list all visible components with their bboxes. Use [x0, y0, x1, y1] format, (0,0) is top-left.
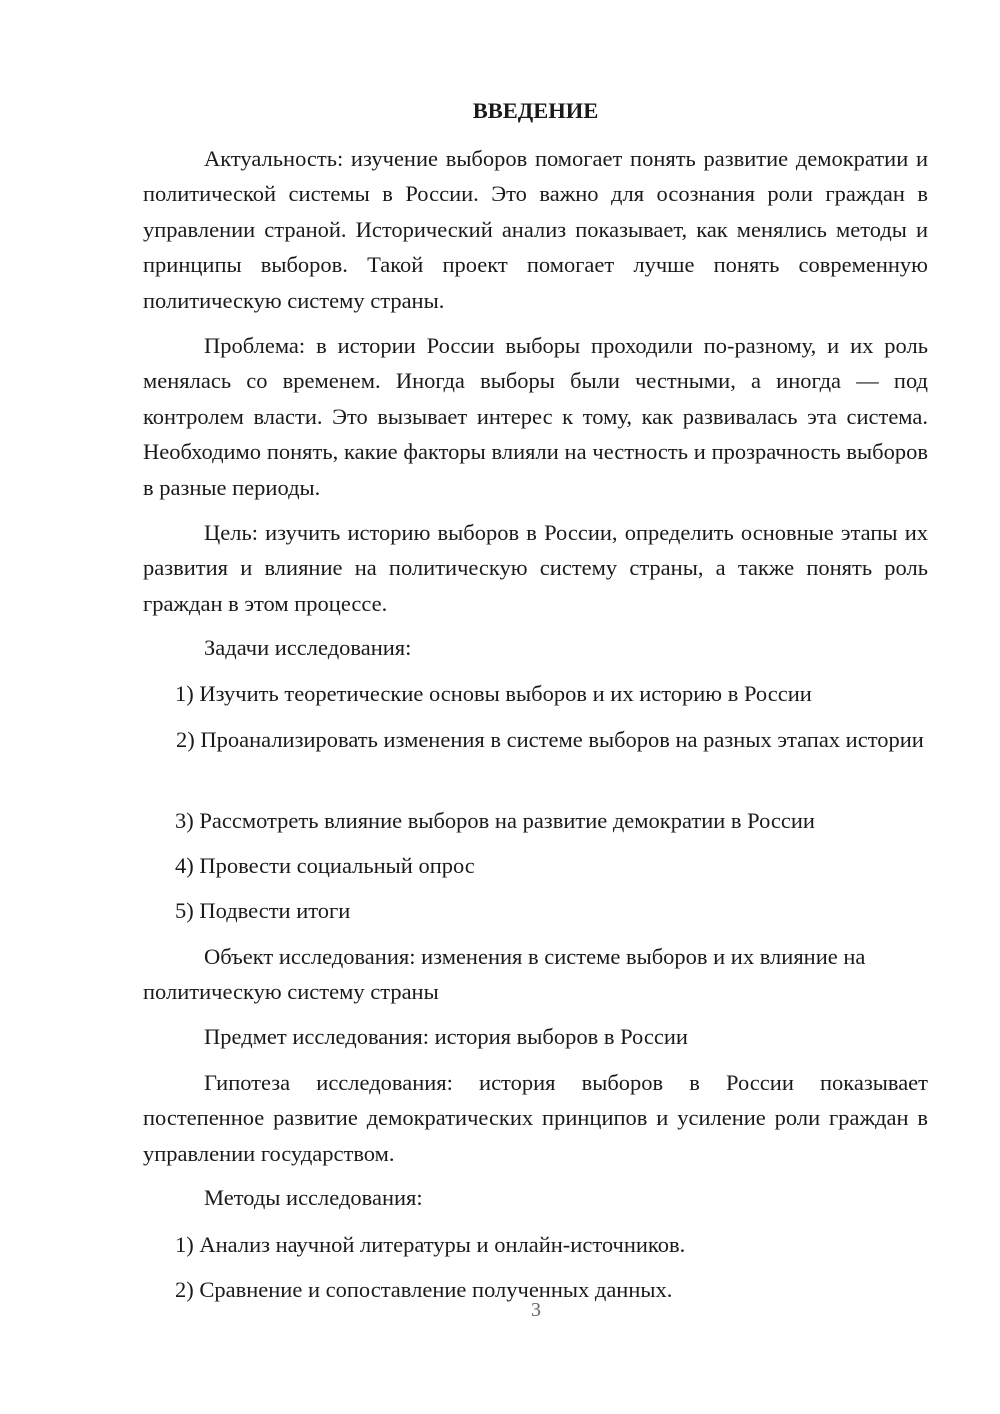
goal-paragraph: Цель: изучить историю выборов в России, определить основные этапы их развития и влияние на политическую систему страны, а также понять роль граждан в этом процессе.: [143, 520, 928, 616]
hypothesis-paragraph: Гипотеза исследования: история выборов в России показывает постепенное развитие демократических принципов и усиление роли граждан в управлении государством.: [143, 1070, 928, 1166]
subject-paragraph: Предмет исследования: история выборов в России: [204, 1024, 688, 1049]
task-item: 4) Провести социальный опрос: [175, 853, 475, 878]
relevance-paragraph: Актуальность: изучение выборов помогает понять развитие демократии и политической системы в России. Это важно для осознания роли граждан в управлении страной. Исторический анализ показывает, как менялись методы и принципы выборов. Такой проект помогает лучше понять современную политическую систему страны.: [143, 146, 928, 313]
object-paragraph: Объект исследования: изменения в системе выборов и их влияние на политическую систему страны: [143, 944, 866, 1005]
tasks-heading: Задачи исследования:: [204, 635, 412, 660]
method-item: 2) Сравнение и сопоставление полученных данных.: [175, 1277, 673, 1302]
task-item: 5) Подвести итоги: [175, 898, 351, 923]
method-item: 1) Анализ научной литературы и онлайн-источников.: [175, 1232, 686, 1257]
page-title: ВВЕДЕНИЕ: [472, 98, 599, 123]
task-item: 2) Проанализировать изменения в системе выборов на разных этапах истории: [176, 727, 924, 752]
task-item: 1) Изучить теоретические основы выборов и их историю в России: [175, 681, 812, 706]
problem-paragraph: Проблема: в истории России выборы проходили по-разному, и их роль менялась со временем. Иногда выборы были честными, а иногда — под контролем власти. Это вызывает интерес к тому, как развивалась эта система. Необходимо понять, какие факторы влияли на честность и прозрачность выборов в разные периоды.: [143, 333, 928, 500]
methods-heading: Методы исследования:: [204, 1185, 423, 1210]
page-number: 3: [531, 1299, 541, 1321]
task-item: 3) Рассмотреть влияние выборов на развитие демократии в России: [175, 808, 815, 833]
